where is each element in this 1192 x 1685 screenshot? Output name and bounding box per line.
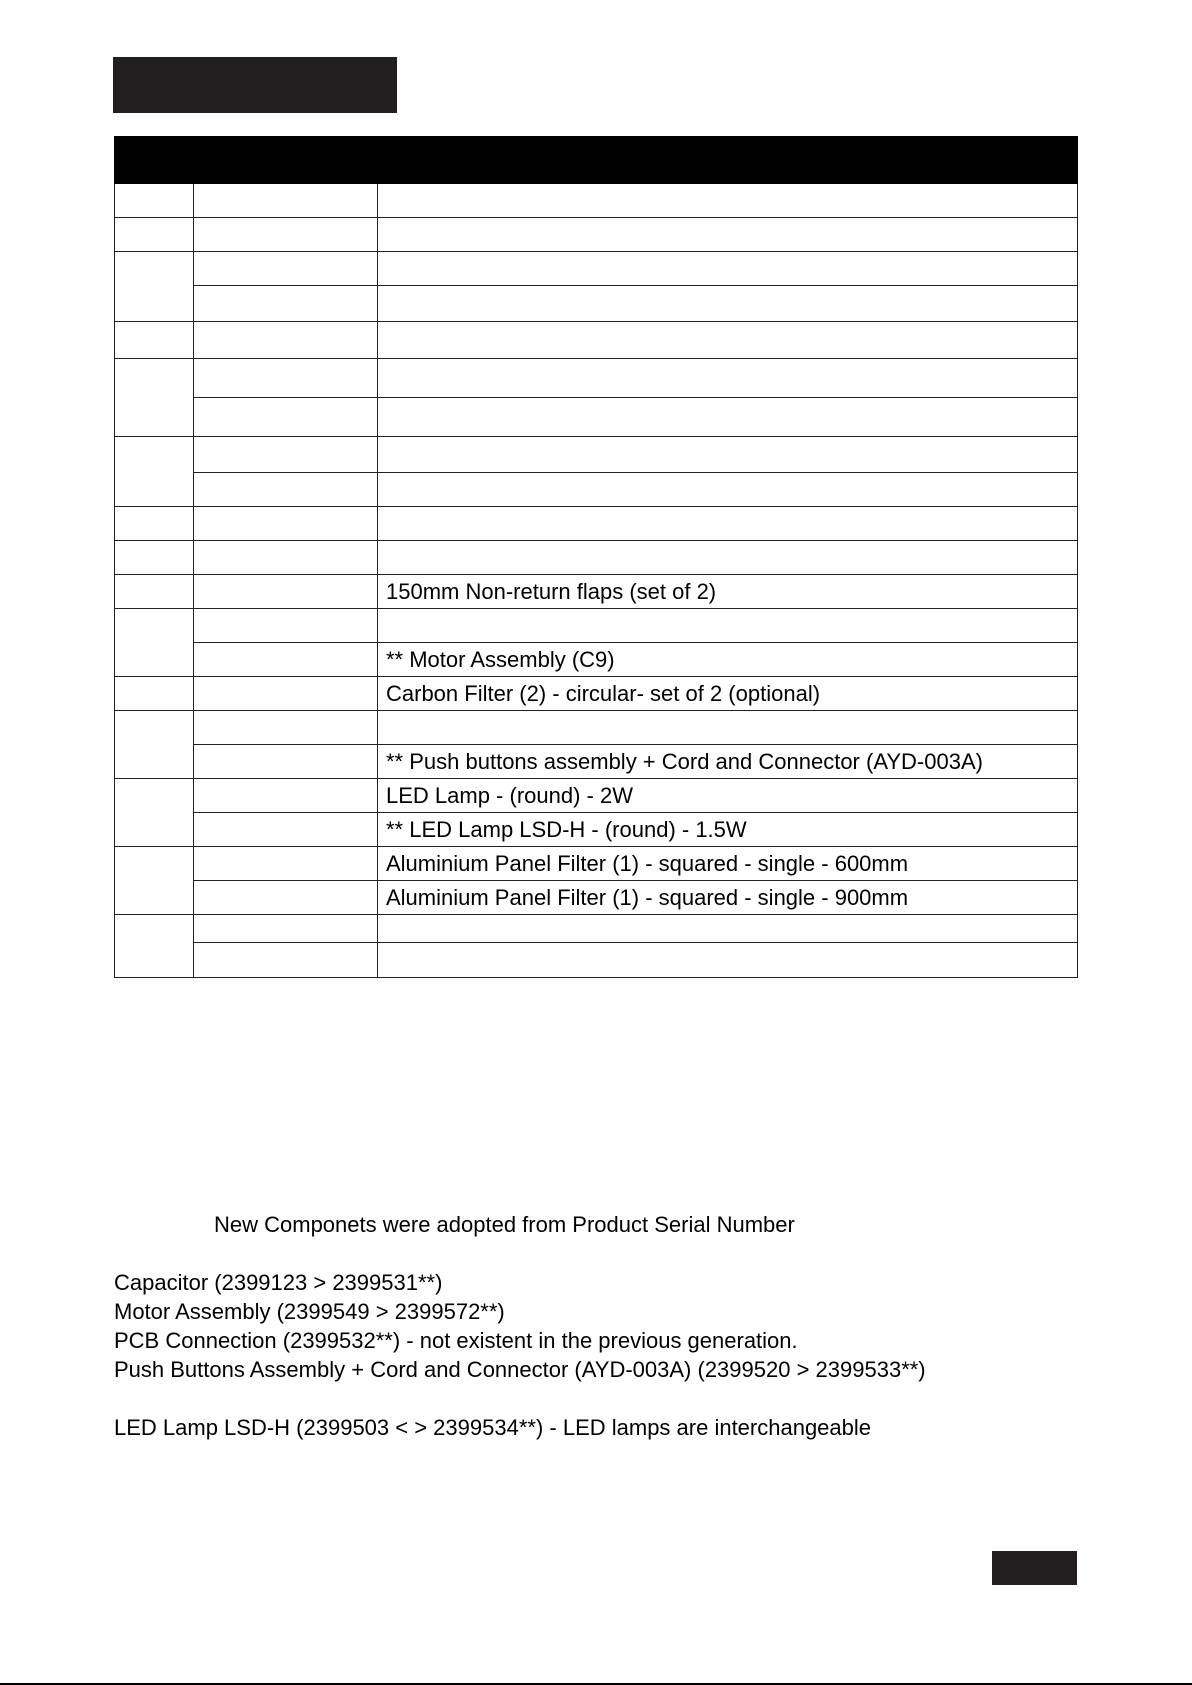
page-number-tab bbox=[992, 1551, 1077, 1585]
description-cell bbox=[378, 218, 1078, 252]
description-cell bbox=[378, 473, 1078, 507]
description-cell bbox=[378, 286, 1078, 322]
component-change-notes bbox=[114, 1210, 1074, 1442]
item-number-cell bbox=[115, 609, 194, 677]
table-row bbox=[115, 541, 1078, 575]
part-code-cell bbox=[194, 745, 378, 779]
table-row bbox=[115, 184, 1078, 218]
description-cell bbox=[378, 437, 1078, 473]
table-row bbox=[115, 643, 1078, 677]
item-number-cell bbox=[115, 218, 194, 252]
description-cell: 150mm Non-return flaps (set of 2) bbox=[378, 575, 1078, 609]
part-code-cell bbox=[194, 779, 378, 813]
part-code-cell bbox=[194, 218, 378, 252]
description-cell bbox=[378, 322, 1078, 359]
notes-heading: New Componets were adopted from Product Serial Number bbox=[214, 1212, 795, 1237]
note-item: PCB Connection (2399532**) - not existent in the previous generation. bbox=[114, 1328, 798, 1353]
table-header-row bbox=[115, 137, 1078, 184]
part-code-cell bbox=[194, 677, 378, 711]
part-code-cell bbox=[194, 881, 378, 915]
table-row bbox=[115, 252, 1078, 286]
notes-list bbox=[114, 1268, 1074, 1384]
item-number-cell bbox=[115, 252, 194, 322]
description-cell bbox=[378, 507, 1078, 541]
note-item: Motor Assembly (2399549 > 2399572**) bbox=[114, 1299, 505, 1324]
description-cell bbox=[378, 398, 1078, 437]
description-cell bbox=[378, 184, 1078, 218]
note-item: Capacitor (2399123 > 2399531**) bbox=[114, 1270, 443, 1295]
table-row bbox=[115, 359, 1078, 398]
part-code-cell bbox=[194, 541, 378, 575]
table-row bbox=[115, 575, 1078, 609]
table-row bbox=[115, 473, 1078, 507]
item-number-cell bbox=[115, 322, 194, 359]
table-row bbox=[115, 779, 1078, 813]
item-number-cell bbox=[115, 359, 194, 437]
table-row bbox=[115, 398, 1078, 437]
part-code-cell bbox=[194, 322, 378, 359]
table-row bbox=[115, 218, 1078, 252]
table-row bbox=[115, 711, 1078, 745]
table-row bbox=[115, 881, 1078, 915]
table-row bbox=[115, 847, 1078, 881]
description-cell bbox=[378, 711, 1078, 745]
description-cell bbox=[378, 359, 1078, 398]
item-number-cell bbox=[115, 779, 194, 847]
description-cell: LED Lamp - (round) - 2W bbox=[378, 779, 1078, 813]
part-code-cell bbox=[194, 643, 378, 677]
description-cell: ** Push buttons assembly + Cord and Connector (AYD-003A) bbox=[378, 745, 1078, 779]
table-row bbox=[115, 677, 1078, 711]
note-item: Push Buttons Assembly + Cord and Connector (AYD-003A) (2399520 > 2399533**) bbox=[114, 1357, 926, 1382]
part-code-cell bbox=[194, 943, 378, 978]
description-cell bbox=[378, 915, 1078, 943]
header-part-code bbox=[194, 137, 378, 184]
table-row bbox=[115, 943, 1078, 978]
item-number-cell bbox=[115, 711, 194, 779]
description-cell bbox=[378, 609, 1078, 643]
table-row bbox=[115, 813, 1078, 847]
item-number-cell bbox=[115, 184, 194, 218]
item-number-cell bbox=[115, 915, 194, 978]
header-item-number bbox=[115, 137, 194, 184]
table-row bbox=[115, 286, 1078, 322]
description-cell bbox=[378, 943, 1078, 978]
table-row bbox=[115, 322, 1078, 359]
part-code-cell bbox=[194, 359, 378, 398]
part-code-cell bbox=[194, 184, 378, 218]
note-item-led: LED Lamp LSD-H (2399503 < > 2399534**) - LED lamps are interchangeable bbox=[114, 1415, 872, 1440]
description-cell: Aluminium Panel Filter (1) - squared - single - 900mm bbox=[378, 881, 1078, 915]
table-row bbox=[115, 507, 1078, 541]
part-code-cell bbox=[194, 286, 378, 322]
item-number-cell bbox=[115, 541, 194, 575]
part-code-cell bbox=[194, 507, 378, 541]
item-number-cell bbox=[115, 677, 194, 711]
description-cell: Carbon Filter (2) - circular- set of 2 (optional) bbox=[378, 677, 1078, 711]
part-code-cell bbox=[194, 609, 378, 643]
part-code-cell bbox=[194, 813, 378, 847]
section-title-block bbox=[113, 57, 397, 113]
table-row bbox=[115, 745, 1078, 779]
description-cell bbox=[378, 541, 1078, 575]
spare-parts-table bbox=[114, 136, 1078, 978]
description-cell: Aluminium Panel Filter (1) - squared - single - 600mm bbox=[378, 847, 1078, 881]
table-row bbox=[115, 437, 1078, 473]
part-code-cell bbox=[194, 252, 378, 286]
part-code-cell bbox=[194, 473, 378, 507]
header-description bbox=[378, 137, 1078, 184]
part-code-cell bbox=[194, 711, 378, 745]
part-code-cell bbox=[194, 847, 378, 881]
item-number-cell bbox=[115, 437, 194, 507]
table-row bbox=[115, 915, 1078, 943]
item-number-cell bbox=[115, 847, 194, 915]
item-number-cell bbox=[115, 575, 194, 609]
part-code-cell bbox=[194, 915, 378, 943]
description-cell: ** Motor Assembly (C9) bbox=[378, 643, 1078, 677]
item-number-cell bbox=[115, 507, 194, 541]
description-cell: ** LED Lamp LSD-H - (round) - 1.5W bbox=[378, 813, 1078, 847]
part-code-cell bbox=[194, 398, 378, 437]
table-row bbox=[115, 609, 1078, 643]
description-cell bbox=[378, 252, 1078, 286]
part-code-cell bbox=[194, 437, 378, 473]
part-code-cell bbox=[194, 575, 378, 609]
